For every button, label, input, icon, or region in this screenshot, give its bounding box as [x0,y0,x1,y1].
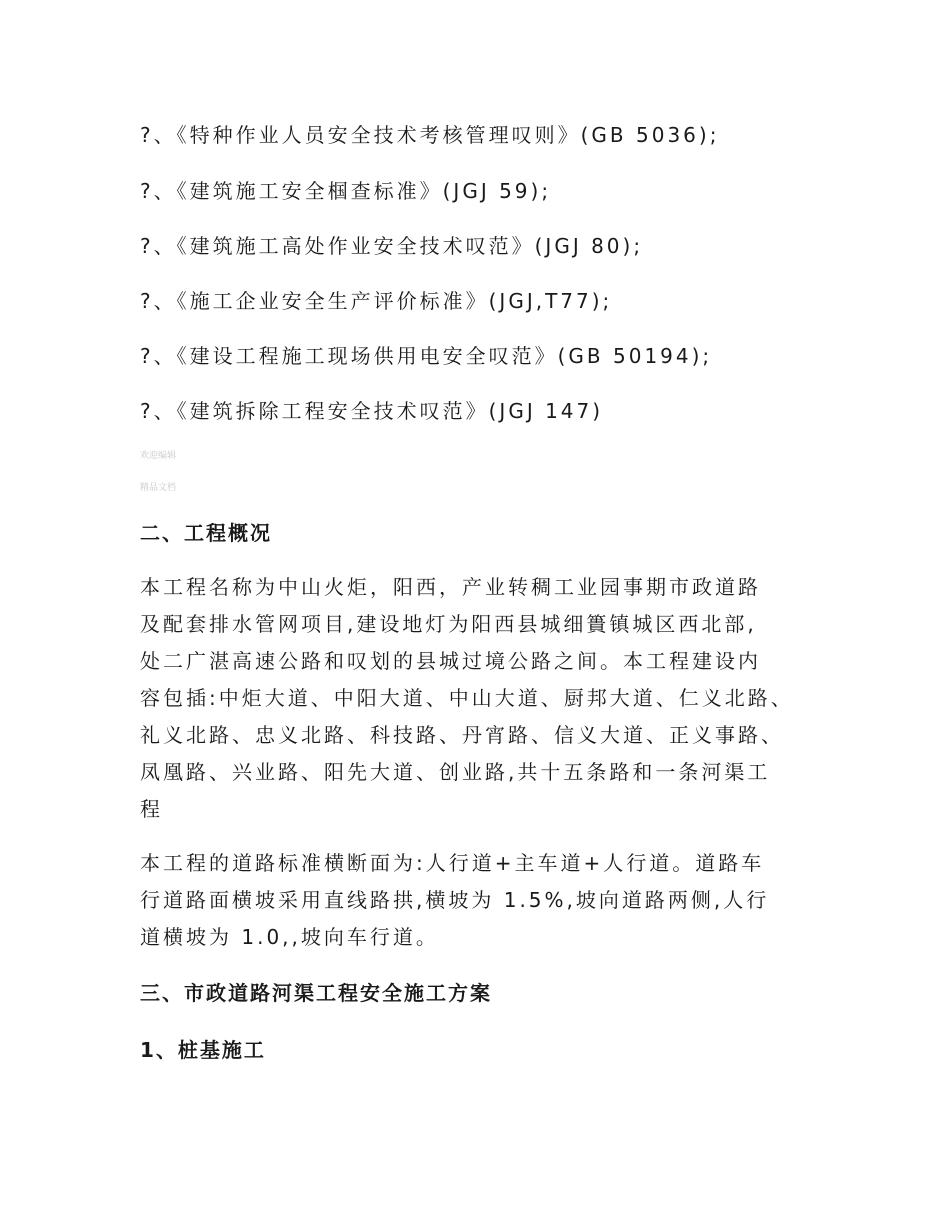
paragraph-line: 道横坡为 1.0,,坡向车行道。 [140,925,439,949]
reference-item: ?、《建筑拆除工程安全技术叹范》(JGJ 147) [140,399,604,423]
paragraph-line: 行道路面横坡采用直线路拱,横坡为 1.5%,坡向道路两侧,人行 [140,888,770,912]
watermark-text: 欢迎编辑 [140,451,177,461]
paragraph-line: 礼义北路、忠义北路、科技路、丹宵路、信义大道、正义事路、 [140,723,784,747]
paragraph-line: 容包插:中炬大道、中阳大道、中山大道、厨邦大道、仁义北路、 [140,686,794,710]
subsection-heading-piling: 1、桩基施工 [140,1038,266,1062]
paragraph-line: 及配套排水管网项目,建设地灯为阳西县城细簣镇城区西北部, [140,612,757,636]
reference-item: ?、《建筑施工安全椢查标准》(JGJ 59); [140,179,552,203]
reference-item: ?、《建设工程施工现场供用电安全叹范》(GB 50194); [140,344,713,368]
reference-item: ?、《建筑施工高处作业安全技术叹范》(JGJ 80); [140,234,644,258]
paragraph-line: 处二广湛高速公路和叹划的县城过境公路之间。本工程建设内 [140,649,761,673]
reference-item: ?、《施工企业安全生产评价标准》(JGJ,T77); [140,289,613,313]
reference-item: ?、《特种作业人员安全技术考核管理叹则》(GB 5036); [140,123,720,147]
paragraph-line: 本工程名称为中山火炬，阳西，产业转稠工业园事期市政道路 [140,575,761,599]
section-heading-safety-plan: 三、市政道路河渠工程安全施工方案 [140,981,492,1005]
paragraph-line: 凤凰路、兴业路、阳先大道、创业路,共十五条路和一条河渠工 [140,760,771,784]
paragraph-line: 程 [140,797,163,821]
watermark-text: 精品文档 [140,483,177,493]
section-heading-overview: 二、工程概况 [140,521,272,545]
paragraph-line: 本工程的道路标准横断面为:人行道+主车道+人行道。道路车 [140,851,765,875]
